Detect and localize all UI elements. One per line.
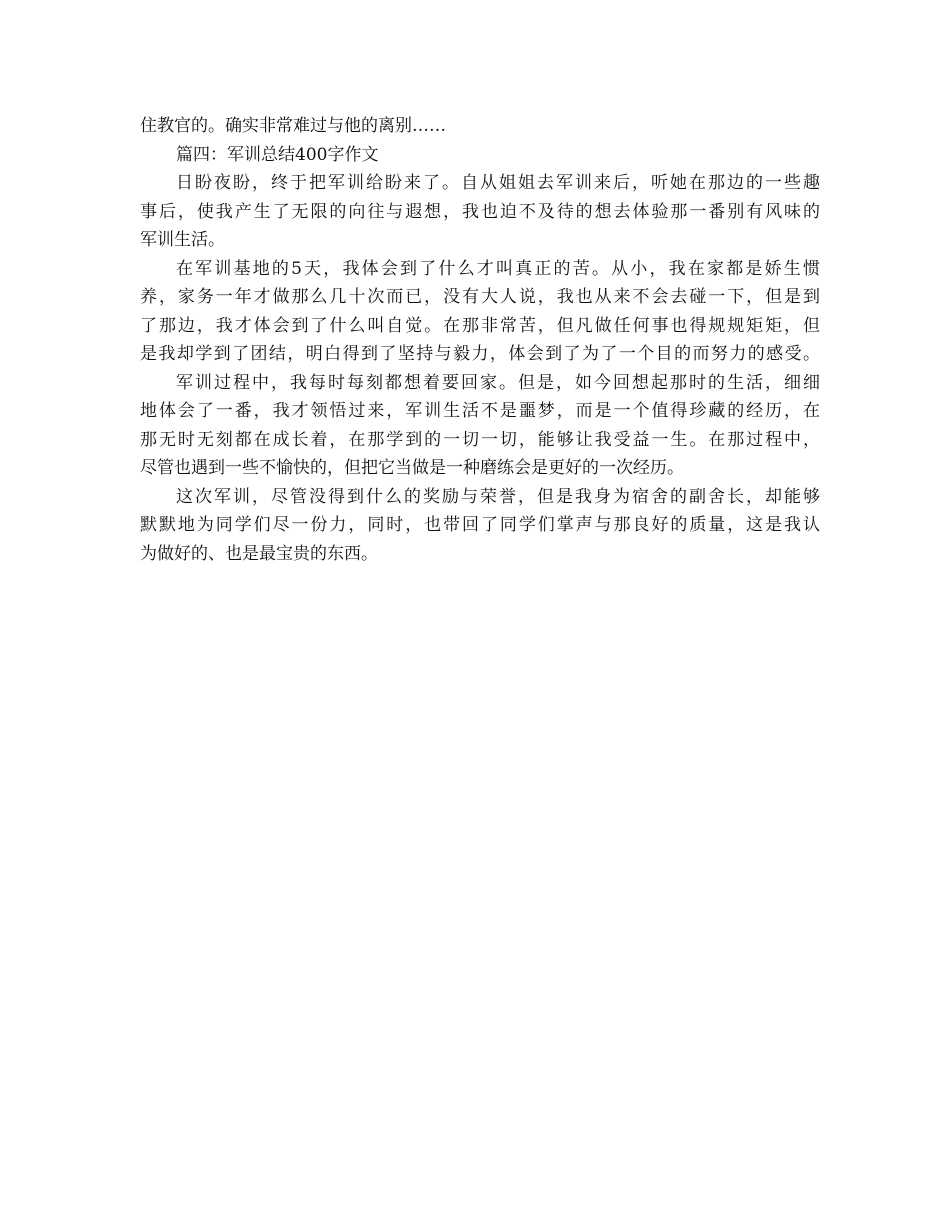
paragraph-line: 军训生活。 bbox=[140, 230, 225, 250]
paragraph-line: 为做好的、也是最宝贵的东西。 bbox=[140, 543, 378, 564]
paragraph-line: 那无时无刻都在成长着，在那学到的一切一切，能够让我受益一生。在那过程中， bbox=[140, 429, 820, 450]
paragraph bbox=[140, 169, 820, 255]
paragraph bbox=[140, 483, 820, 569]
paragraph-line: 这次军训，尽管没得到什么的奖励与荣誉，但是我身为宿舍的副舍长，却能够 bbox=[176, 486, 820, 507]
paragraph-line: 地体会了一番，我才领悟过来，军训生活不是噩梦，而是一个值得珍藏的经历，在 bbox=[140, 401, 820, 421]
paragraph bbox=[140, 255, 820, 369]
paragraph-line: 事后，使我产生了无限的向往与遐想，我也迫不及待的想去体验那一番别有风味的 bbox=[140, 201, 820, 222]
section-heading: 篇四：军训总结400字作文 bbox=[176, 144, 379, 165]
paragraph-line: 是我却学到了团结，明白得到了坚持与毅力，体会到了为了一个目的而努力的感受。 bbox=[140, 344, 820, 364]
paragraph-line: 养，家务一年才做那么几十次而已，没有大人说，我也从来不会去碰一下，但是到 bbox=[140, 287, 820, 307]
paragraph-line: 日盼夜盼，终于把军训给盼来了。自从姐姐去军训来后，听她在那边的一些趣 bbox=[176, 173, 820, 193]
document-page bbox=[140, 112, 820, 568]
paragraph-line: 默默地为同学们尽一份力，同时，也带回了同学们掌声与那良好的质量，这是我认 bbox=[140, 515, 820, 535]
paragraph bbox=[140, 369, 820, 483]
continuation-line: 住教官的。确实非常难过与他的离别…… bbox=[140, 116, 446, 136]
paragraph-line: 在军训基地的5天，我体会到了什么才叫真正的苦。从小，我在家都是娇生惯 bbox=[176, 258, 820, 279]
paragraph-line: 了那边，我才体会到了什么叫自觉。在那非常苦，但凡做任何事也得规规矩矩，但 bbox=[140, 315, 820, 336]
paragraph-line: 尽管也遇到一些不愉快的，但把它当做是一种磨练会是更好的一次经历。 bbox=[140, 458, 684, 478]
paragraph-line: 军训过程中，我每时每刻都想着要回家。但是，如今回想起那时的生活，细细 bbox=[176, 372, 820, 393]
